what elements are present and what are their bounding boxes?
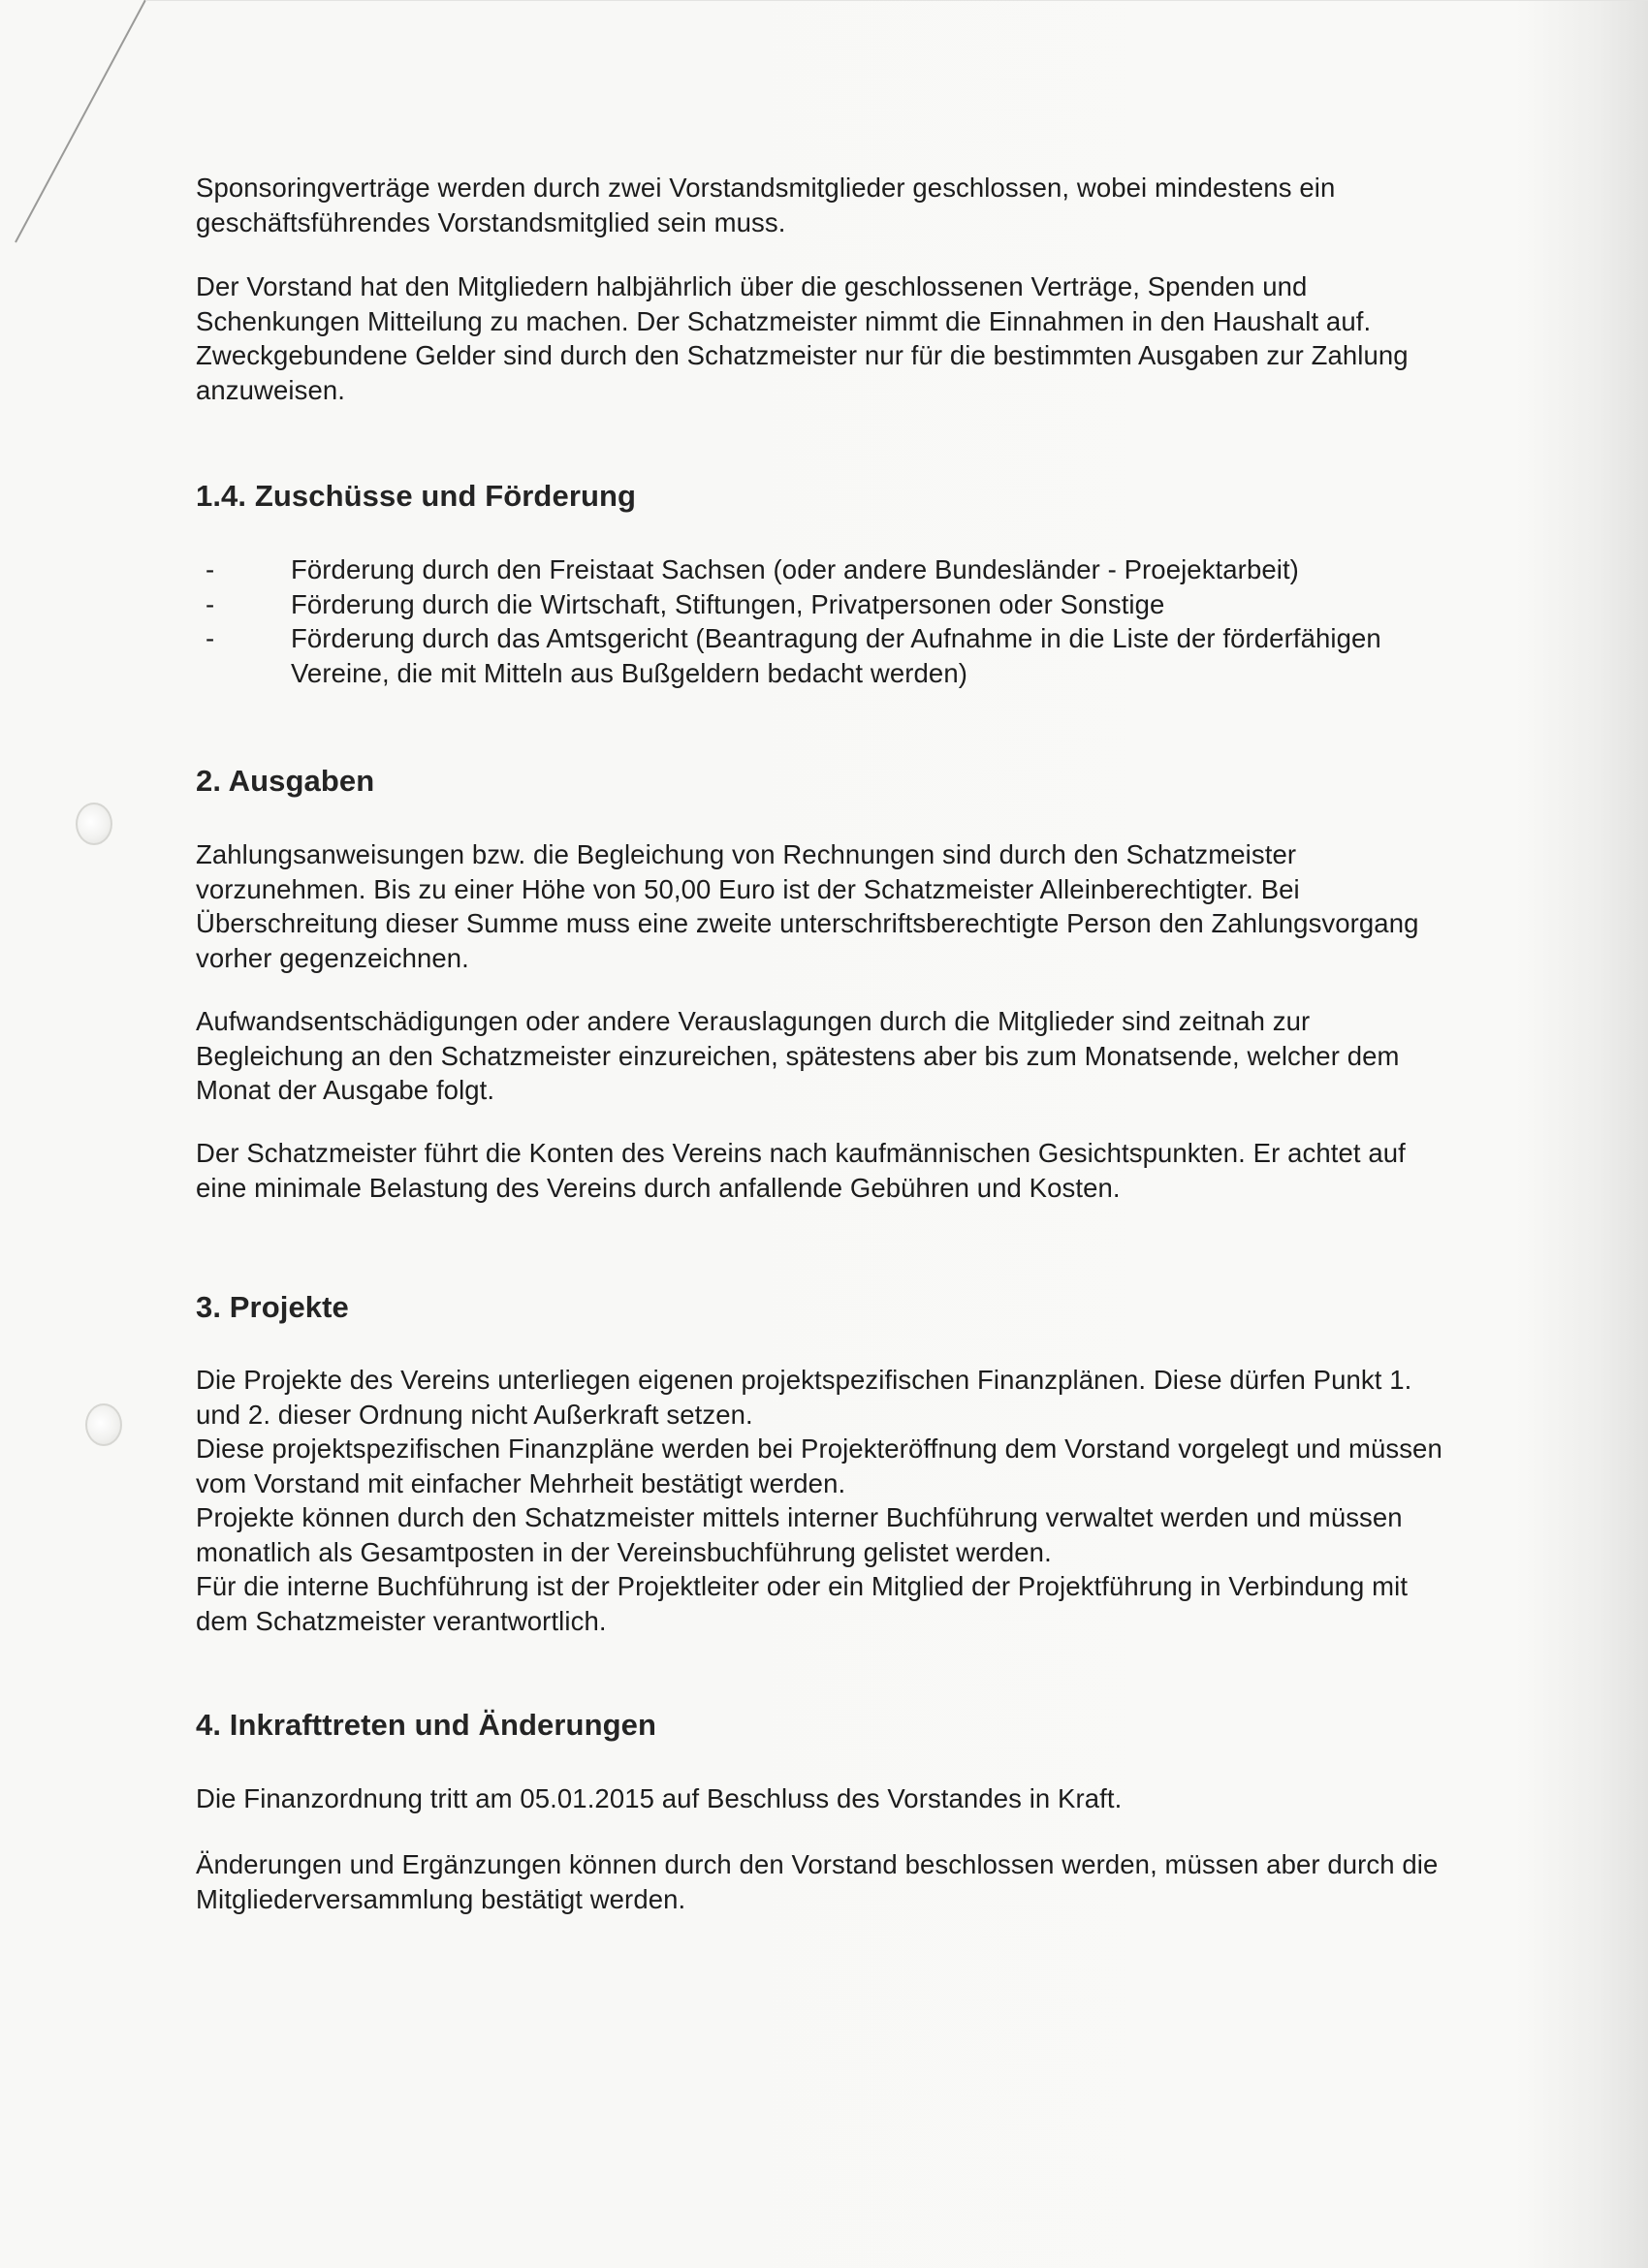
punch-hole-lower [85, 1403, 122, 1446]
section-3-line: Projekte können durch den Schatzmeister mittels interner Buchführung verwaltet werden und müssen monatlich als Gesamtposten in der Vereinsbuchführung gelistet werden. [196, 1502, 1403, 1567]
list-bullet: - [206, 554, 215, 584]
list-item [196, 552, 1446, 587]
intro-paragraph-2: Der Vorstand hat den Mitgliedern halbjährlich über die geschlossenen Verträge, Spenden und Schenkungen Mitteilung zu machen. Der Schatzmeister nimmt die Einnahmen in den Haushalt auf. Zweckgebundene Gelder sind durch den Schatzmeister nur für die bestimmten Ausgaben zur Zahlung anzuweisen. [196, 271, 1409, 405]
section-heading-4: 4. Inkrafttreten und Änderungen [196, 1708, 657, 1742]
section-heading-3: 3. Projekte [196, 1290, 349, 1324]
section-heading-1-4: 1.4. Zuschüsse und Förderung [196, 479, 637, 513]
section-2-paragraph-2: Aufwandsentschädigungen oder andere Verauslagungen durch die Mitglieder sind zeitnah zur Begleichung an den Schatzmeister einzureichen, spätestens aber bis zum Monatsende, welcher dem Monat der Ausgabe folgt. [196, 1006, 1400, 1105]
list-item [196, 587, 1446, 622]
section-3-line: Für die interne Buchführung ist der Projektleiter oder ein Mitglied der Projektführung in Verbindung mit dem Schatzmeister verantwortlich. [196, 1571, 1409, 1636]
section-2-paragraph-3: Der Schatzmeister führt die Konten des Vereins nach kaufmännischen Gesichtspunkten. Er achtet auf eine minimale Belastung des Vereins durch anfallende Gebühren und Kosten. [196, 1138, 1406, 1203]
section-2-paragraph-1: Zahlungsanweisungen bzw. die Begleichung von Rechnungen sind durch den Schatzmeister vorzunehmen. Bis zu einer Höhe von 50,00 Euro ist der Schatzmeister Alleinberechtigter. Bei Überschreitung dieser Summe muss eine zweite unterschriftsberechtigte Person den Zahlungsvorgang vorher gegenzeichnen. [196, 839, 1419, 973]
intro-paragraph-1: Sponsoringverträge werden durch zwei Vorstandsmitglieder geschlossen, wobei mindestens ein geschäftsführendes Vorstandsmitglied sein muss. [196, 173, 1336, 237]
list-bullet: - [206, 588, 215, 619]
section-4-paragraph-1: Die Finanzordnung tritt am 05.01.2015 auf Beschluss des Vorstandes in Kraft. [196, 1783, 1123, 1813]
section-heading-2: 2. Ausgaben [196, 764, 375, 798]
list-item-text: Förderung durch das Amtsgericht (Beantragung der Aufnahme in die Liste der förderfähigen Vereine, die mit Mitteln aus Bußgeldern bedacht werden) [291, 623, 1381, 688]
list-item-text: Förderung durch die Wirtschaft, Stiftungen, Privatpersonen oder Sonstige [291, 588, 1165, 619]
punch-hole-upper [76, 803, 112, 845]
funding-list [196, 552, 1446, 690]
section-4-paragraph-2: Änderungen und Ergänzungen können durch den Vorstand beschlossen werden, müssen aber durch die Mitgliederversammlung bestätigt werden. [196, 1849, 1439, 1914]
list-item-text: Förderung durch den Freistaat Sachsen (oder andere Bundesländer - Proejektarbeit) [291, 554, 1299, 584]
section-3-line: Diese projektspezifischen Finanzpläne werden bei Projekteröffnung dem Vorstand vorgelegt und müssen vom Vorstand mit einfacher Mehrheit bestätigt werden. [196, 1433, 1442, 1498]
section-3-line: Die Projekte des Vereins unterliegen eigenen projektspezifischen Finanzplänen. Diese dürfen Punkt 1. und 2. dieser Ordnung nicht Außerkraft setzen. [196, 1365, 1412, 1430]
list-bullet: - [206, 623, 215, 653]
list-item [196, 621, 1446, 690]
section-3-body [196, 1363, 1446, 1638]
